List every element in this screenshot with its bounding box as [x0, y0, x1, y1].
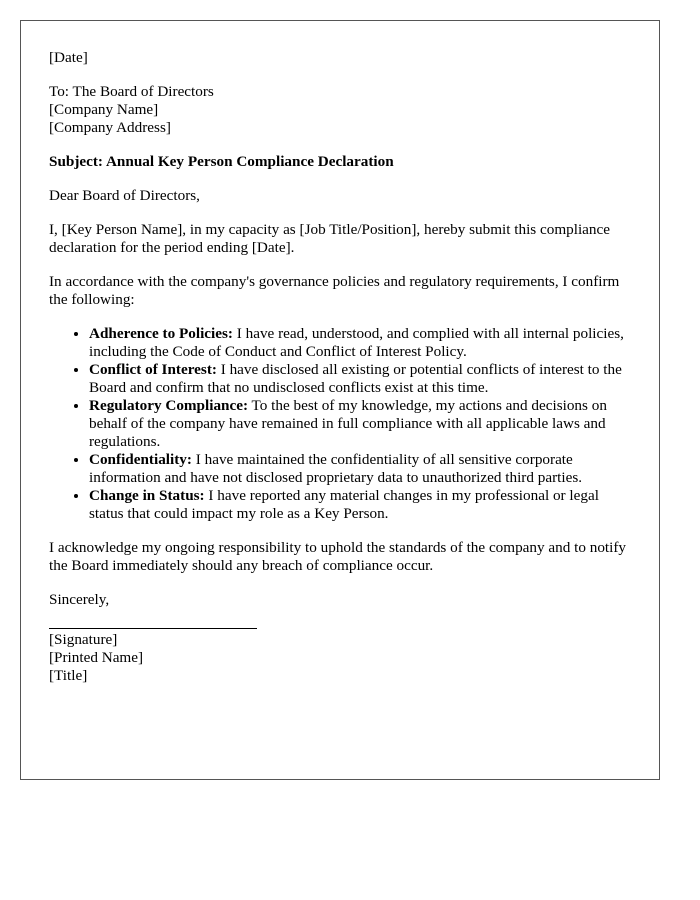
- list-item: [89, 397, 634, 451]
- list-item: [89, 487, 634, 523]
- acknowledgement-paragraph: I acknowledge my ongoing responsibility to uphold the standards of the company and to notify the Board immediately should any breach of compliance occur.: [49, 539, 627, 574]
- salutation: Dear Board of Directors,: [49, 187, 200, 204]
- closing: Sincerely,: [49, 591, 110, 608]
- point-term: Conflict of Interest:: [89, 361, 217, 378]
- list-item: [89, 361, 634, 397]
- letter-date: [Date]: [49, 49, 88, 66]
- letter-subject: Subject: Annual Key Person Compliance Declaration: [49, 153, 394, 170]
- letter-body: [49, 49, 634, 685]
- point-term: Confidentiality:: [89, 451, 192, 468]
- point-text: I have reported any material changes in my professional or legal status that could impact my role as a Key Person.: [89, 487, 599, 522]
- intro-paragraph: I, [Key Person Name], in my capacity as [Job Title/Position], hereby submit this compliance declaration for the period ending [Date].: [49, 221, 611, 256]
- point-text: To the best of my knowledge, my actions and decisions on behalf of the company have remained in full compliance with all applicable laws and regulations.: [89, 397, 607, 450]
- recipient-company-address: [Company Address]: [49, 119, 171, 136]
- title-placeholder: [Title]: [49, 667, 88, 684]
- letter-page: [20, 20, 660, 780]
- point-term: Adherence to Policies:: [89, 325, 233, 342]
- signature-placeholder: [Signature]: [49, 631, 118, 648]
- signature-block: [49, 631, 634, 685]
- list-item: [89, 325, 634, 361]
- point-text: I have maintained the confidentiality of all sensitive corporate information and have not disclosed proprietary data to unauthorized third parties.: [89, 451, 583, 486]
- point-text: I have read, understood, and complied with all internal policies, including the Code of Conduct and Conflict of Interest Policy.: [89, 325, 624, 360]
- point-text: I have disclosed all existing or potential conflicts of interest to the Board and confirm that no undisclosed conflicts exist at this time.: [89, 361, 622, 396]
- accordance-paragraph: In accordance with the company's governance policies and regulatory requirements, I confirm the following:: [49, 273, 620, 308]
- recipient-block: [49, 83, 634, 137]
- recipient-company-name: [Company Name]: [49, 101, 159, 118]
- compliance-points-list: [49, 325, 634, 523]
- recipient-to: To: The Board of Directors: [49, 83, 214, 100]
- point-term: Change in Status:: [89, 487, 205, 504]
- point-term: Regulatory Compliance:: [89, 397, 249, 414]
- printed-name-placeholder: [Printed Name]: [49, 649, 144, 666]
- signature-line: [49, 628, 257, 629]
- list-item: [89, 451, 634, 487]
